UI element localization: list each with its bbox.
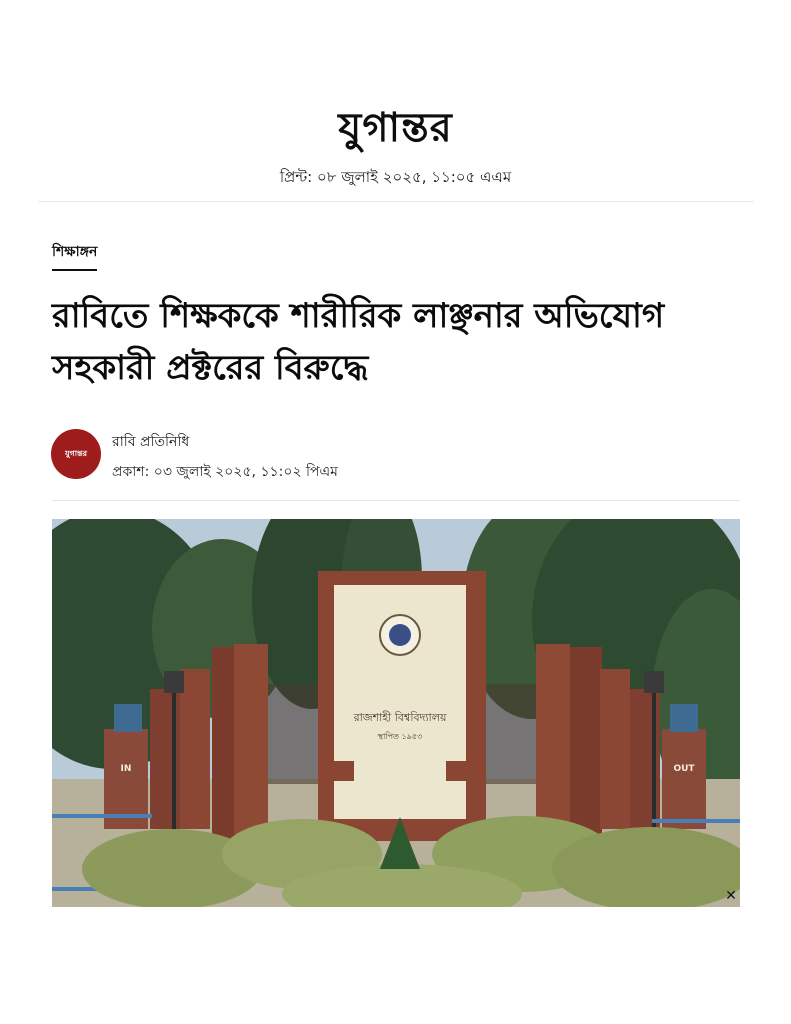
author-avatar bbox=[51, 429, 101, 479]
close-icon[interactable]: ✕ bbox=[725, 888, 737, 904]
gate-in-sign: IN bbox=[120, 764, 132, 774]
byline-divider bbox=[52, 500, 740, 501]
article-headline: রাবিতে শিক্ষককে শারীরিক লাঞ্ছনার অভিযোগ সহকারী প্রক্টরের বিরুদ্ধে bbox=[52, 296, 665, 388]
category-link[interactable]: শিক্ষাঙ্গন bbox=[52, 240, 97, 271]
published-date: প্রকাশ: ০৩ জুলাই ২০২৫, ১১:০২ পিএম bbox=[112, 464, 338, 480]
header-divider bbox=[38, 201, 754, 202]
gate-name-text: রাজশাহী বিশ্ববিদ্যালয় bbox=[353, 711, 447, 724]
masthead bbox=[0, 100, 791, 156]
gate-out-sign: OUT bbox=[673, 764, 695, 774]
site-logo[interactable]: যুগান্তর bbox=[338, 104, 453, 151]
avatar-logo-text: যুগান্তর bbox=[64, 448, 88, 458]
article-photo bbox=[52, 519, 740, 907]
gate-year-text: স্থাপিত ১৯৫৩ bbox=[377, 732, 423, 741]
author-name[interactable]: রাবি প্রতিনিধি bbox=[112, 434, 190, 450]
print-date: প্রিন্ট: ০৮ জুলাই ২০২৫, ১১:০৫ এএম bbox=[279, 168, 512, 186]
